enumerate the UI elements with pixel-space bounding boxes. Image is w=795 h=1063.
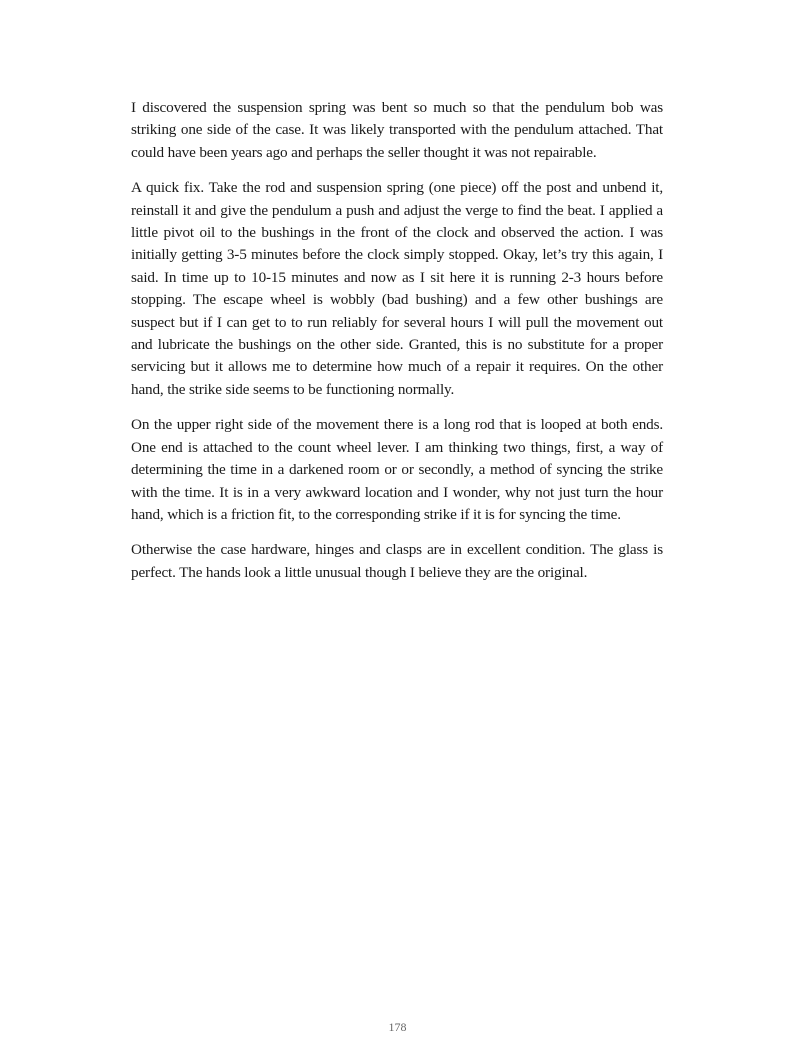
paragraph-long-rod: On the upper right side of the movement there is a long rod that is looped at both ends. One end is attached to the count wheel lever. I am thinking two things, first, a way of determining the time in a darkened room or or secondly, a method of syncing the strike with the time. It is in a very awkward location and I wonder, why not just turn the hour hand, which is a friction fit, to the corresponding strike if it is for syncing the time. (131, 416, 663, 523)
page-number: 178 (388, 1020, 407, 1034)
paragraph-quick-fix: A quick fix. Take the rod and suspension spring (one piece) off the post and unbend it, reinstall it and give the pendulum a push and adjust the verge to find the beat. I applied a little pivot oil to the bushings in the front of the clock and observed the action. I was initially getting 3-5 minutes before the clock simply stopped. Okay, let’s try this again, I said. In time up to 10-15 minutes and now as I sit here it is running 2-3 hours before stopping. The escape wheel is wobbly (bad bushing) and a few other bushings are suspect but if I can get to to run reliably for several hours I will pull the movement out and lubricate the bushings on the other side. Granted, this is no substitute for a proper servicing but it allows me to determine how much of a repair it requires. On the other hand, the strike side seems to be functioning normally. (131, 179, 663, 398)
paragraph-case-condition: Otherwise the case hardware, hinges and clasps are in excellent condition. The glass is perfect. The hands look a little unusual though I believe they are the original. (131, 541, 663, 581)
paragraph-suspension-spring: I discovered the suspension spring was bent so much so that the pendulum bob was striking one side of the case. It was likely transported with the pendulum attached. That could have been years ago and perhaps the seller thought it was not repairable. (131, 99, 663, 161)
body-text (131, 97, 663, 597)
